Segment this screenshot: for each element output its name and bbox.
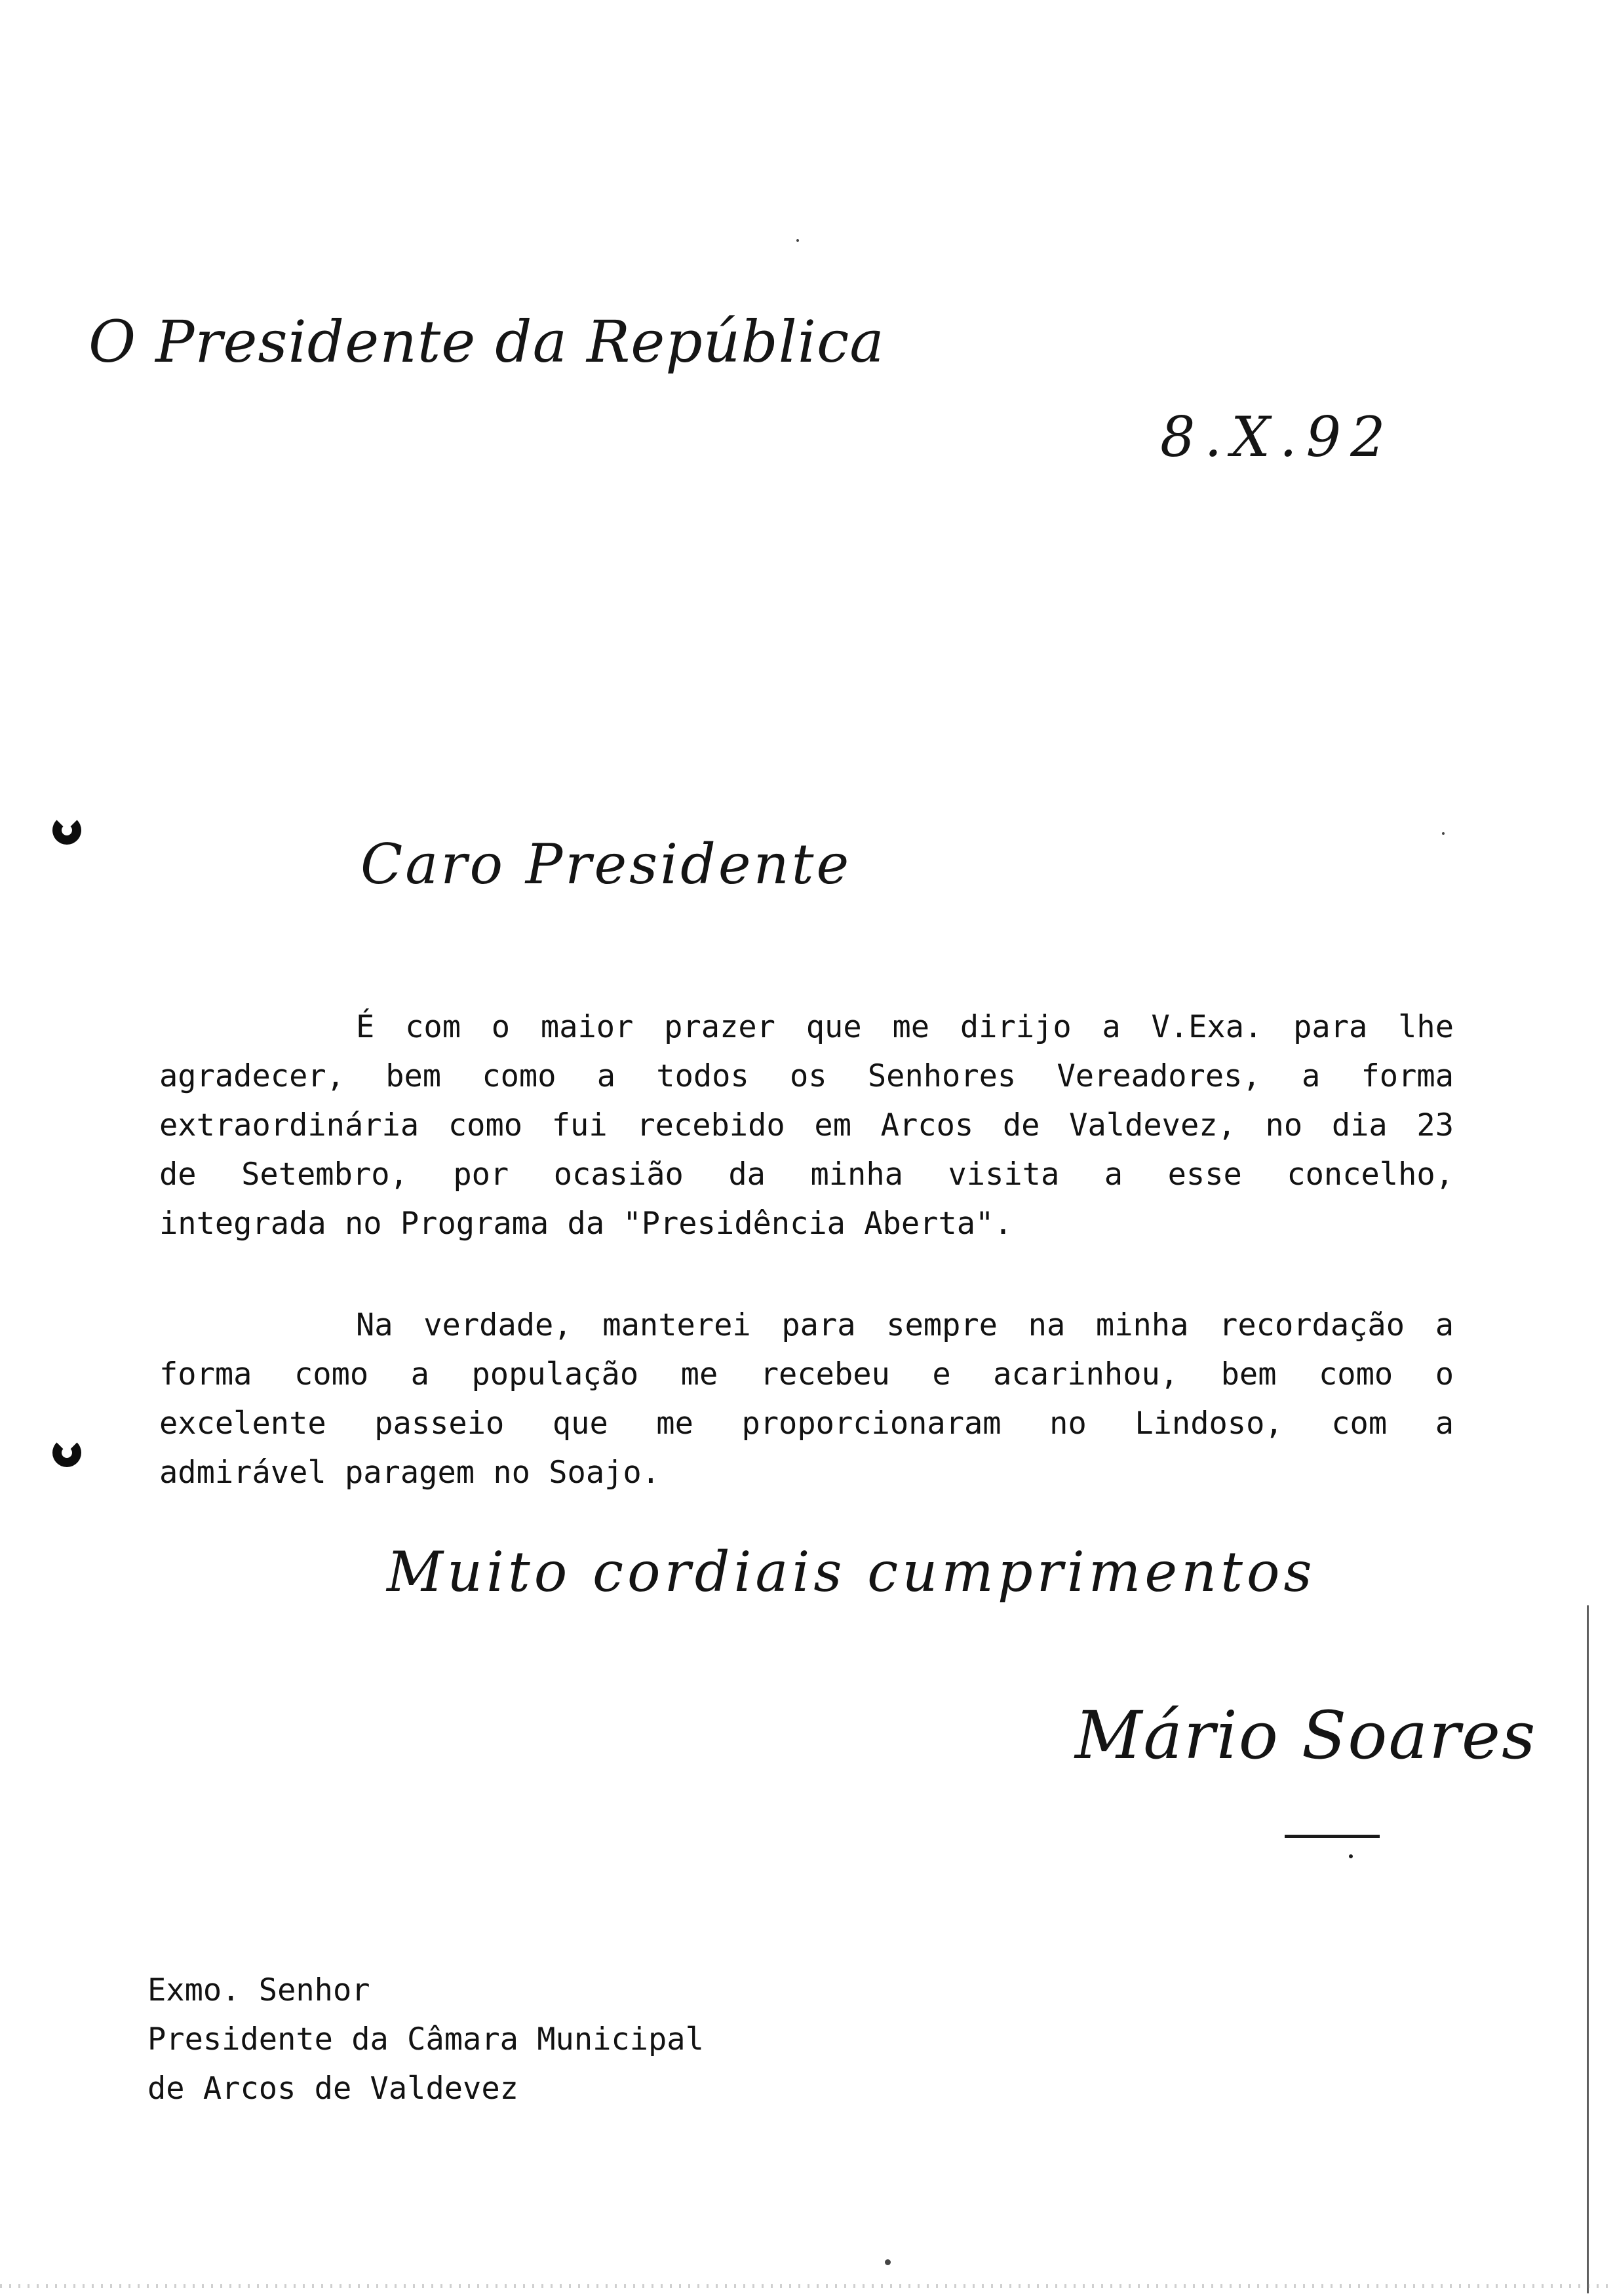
letter-paragraph-2 xyxy=(159,1301,1454,1497)
scan-speck xyxy=(1442,832,1445,835)
recipient-address xyxy=(147,1966,704,2113)
handwritten-salutation: Caro Presidente xyxy=(360,832,852,896)
page-edge-line xyxy=(1587,1605,1589,2293)
scan-speck xyxy=(796,239,799,242)
address-line: Presidente da Câmara Municipal xyxy=(147,2021,704,2057)
signature-underline xyxy=(1285,1835,1380,1838)
paragraph-line: extraordinária como fui recebido em Arcos de Valdevez, no dia 23 xyxy=(159,1107,1454,1143)
scan-speck xyxy=(885,2259,891,2265)
paragraph-line: É com o maior prazer que me dirijo a V.Exa. para lhe xyxy=(356,1009,1454,1045)
signature-dot xyxy=(1349,1854,1353,1858)
paragraph-line: de Setembro, por ocasião da minha visita a esse concelho, xyxy=(159,1157,1454,1193)
paragraph-line: Na verdade, manterei para sempre na minha recordação a xyxy=(356,1307,1454,1343)
address-line: Exmo. Senhor xyxy=(147,1972,370,2008)
paragraph-line: forma como a população me recebeu e acarinhou, bem como o xyxy=(159,1356,1454,1392)
handwritten-signature: Mário Soares xyxy=(1075,1697,1537,1774)
handwritten-closing: Muito cordiais cumprimentos xyxy=(387,1540,1316,1604)
scan-noise xyxy=(0,2284,1615,2288)
letterhead: O Presidente da República xyxy=(88,308,885,375)
paragraph-line: integrada no Programa da "Presidência Aberta". xyxy=(159,1206,1013,1242)
handwritten-date: 8.X.92 xyxy=(1160,405,1395,469)
paragraph-line: admirável paragem no Soajo. xyxy=(159,1455,661,1491)
punch-hole-mark xyxy=(52,1438,81,1467)
address-line: de Arcos de Valdevez xyxy=(147,2071,518,2107)
paragraph-line: excelente passeio que me proporcionaram no Lindoso, com a xyxy=(159,1406,1454,1442)
letter-paragraph-1 xyxy=(159,1003,1454,1248)
paragraph-line: agradecer, bem como a todos os Senhores Vereadores, a forma xyxy=(159,1058,1454,1094)
punch-hole-mark xyxy=(52,816,81,845)
